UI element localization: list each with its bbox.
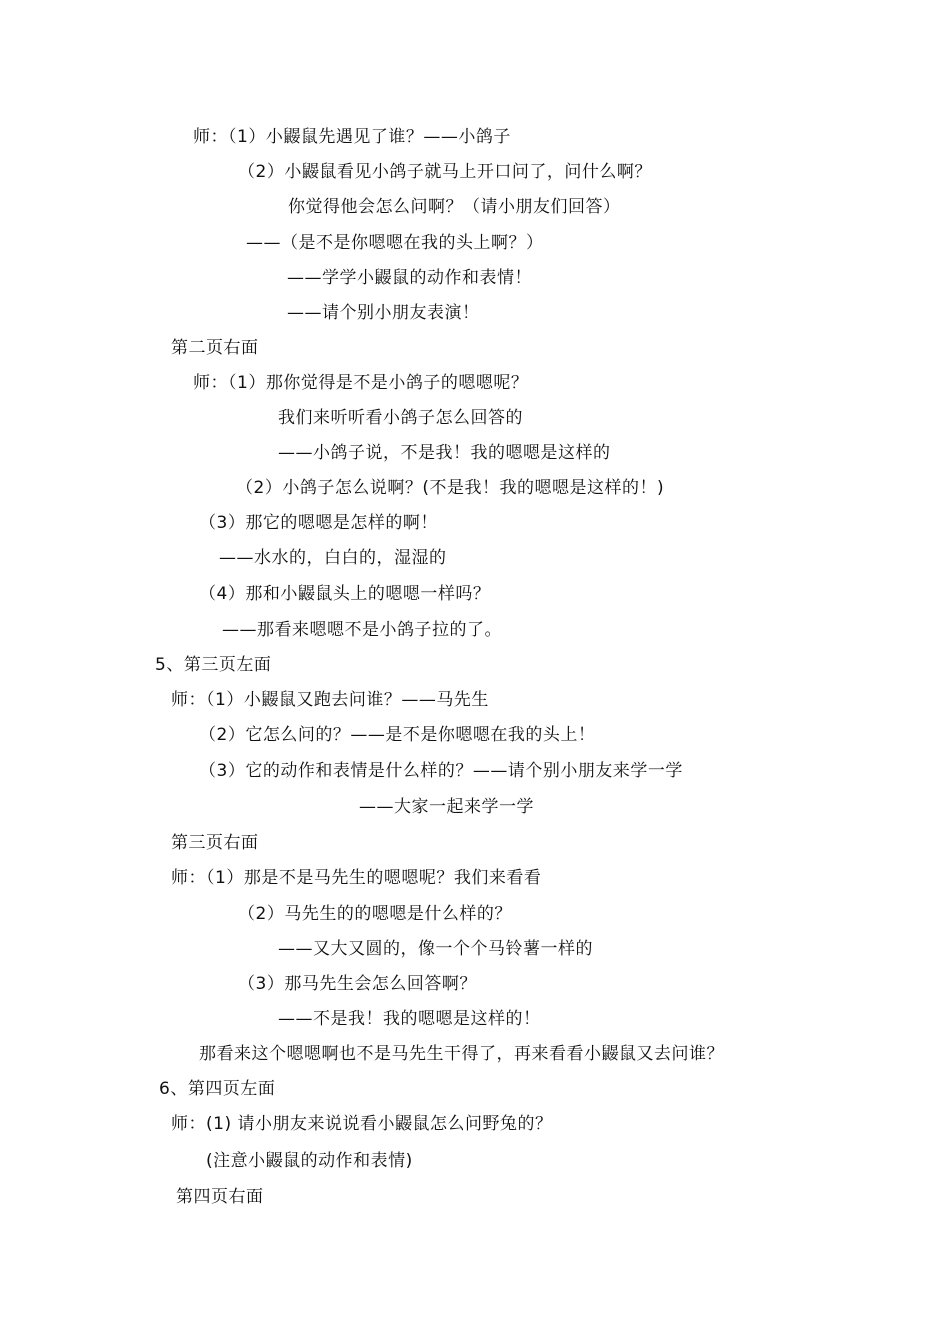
text-line: 师：(1) 请小朋友来说说看小鼹鼠怎么问野兔的？ (171, 1114, 553, 1134)
text-line: ——（是不是你嗯嗯在我的头上啊？） (246, 233, 544, 253)
text-line: 师：（1）那你觉得是不是小鸽子的嗯嗯呢？ (193, 373, 529, 393)
text-line: ——又大又圆的，像一个个马铃薯一样的 (278, 939, 593, 959)
text-line: 师：（1）那是不是马先生的嗯嗯呢？我们来看看 (171, 868, 542, 888)
text-line: （4）那和小鼹鼠头上的嗯嗯一样吗？ (199, 584, 491, 604)
section-heading: 6、第四页左面 (159, 1079, 276, 1099)
text-line: （2）它怎么问的？——是不是你嗯嗯在我的头上！ (199, 725, 596, 745)
section-heading: 第四页右面 (176, 1187, 264, 1207)
section-heading: 5、第三页左面 (155, 655, 272, 675)
text-line: ——水水的，白白的，湿湿的 (219, 548, 447, 568)
section-heading: 第三页右面 (171, 833, 259, 853)
text-line: 师：（1）小鼹鼠先遇见了谁？——小鸽子 (193, 127, 511, 147)
text-line: （2）小鸽子怎么说啊？(不是我！我的嗯嗯是这样的！) (236, 478, 665, 498)
text-line: 那看来这个嗯嗯啊也不是马先生干得了，再来看看小鼹鼠又去问谁？ (199, 1044, 724, 1064)
text-line: （2）马先生的的嗯嗯是什么样的？ (238, 904, 512, 924)
text-line: ——大家一起来学一学 (359, 797, 534, 817)
text-line: 你觉得他会怎么问啊？（请小朋友们回答） (288, 197, 621, 217)
text-line: ——小鸽子说，不是我！我的嗯嗯是这样的 (278, 443, 611, 463)
text-line: 师：（1）小鼹鼠又跑去问谁？——马先生 (171, 690, 489, 710)
text-line: ——不是我！我的嗯嗯是这样的！ (278, 1009, 541, 1029)
text-line: (注意小鼹鼠的动作和表情) (206, 1151, 413, 1171)
text-line: ——那看来嗯嗯不是小鸽子拉的了。 (222, 620, 502, 640)
text-line: （2）小鼹鼠看见小鸽子就马上开口问了，问什么啊？ (238, 162, 652, 182)
section-heading: 第二页右面 (171, 338, 259, 358)
text-line: 我们来听听看小鸽子怎么回答的 (278, 408, 523, 428)
text-line: ——请个别小朋友表演！ (287, 303, 480, 323)
text-line: ——学学小鼹鼠的动作和表情！ (287, 268, 532, 288)
text-line: （3）那马先生会怎么回答啊？ (238, 974, 477, 994)
text-line: （3）它的动作和表情是什么样的？——请个别小朋友来学一学 (199, 761, 683, 781)
text-line: （3）那它的嗯嗯是怎样的啊！ (199, 513, 438, 533)
